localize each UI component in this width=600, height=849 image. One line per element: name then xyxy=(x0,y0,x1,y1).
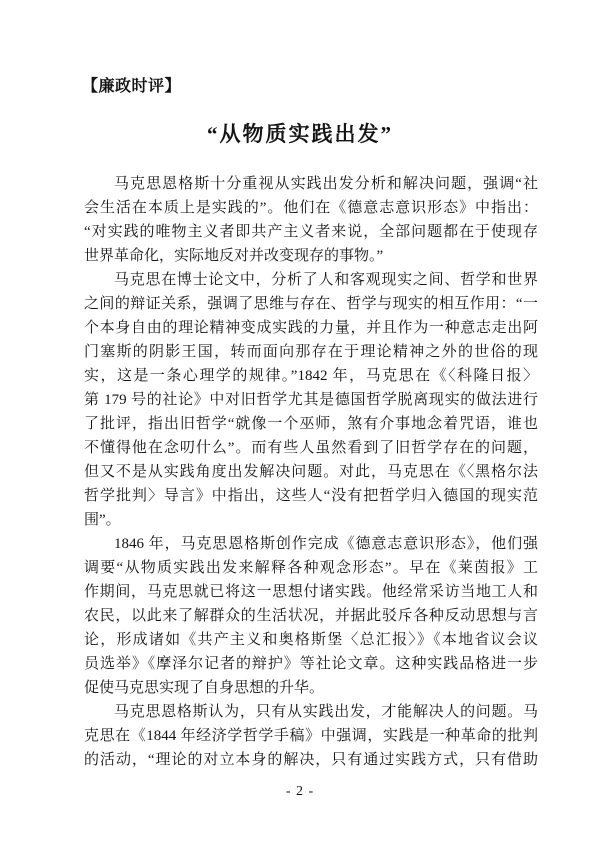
paragraph xyxy=(84,172,538,268)
text-line: 世界革命化，实际地反对并改变现存的事物。” xyxy=(84,248,384,264)
text-line: 马克思恩格斯十分重视从实践出发分析和解决问题，强调“社 xyxy=(114,176,538,192)
paragraph xyxy=(84,700,538,772)
text-line: 围”。 xyxy=(84,512,121,528)
text-line: 马克思在博士论文中，分析了人和客观现实之间、哲学和世界 xyxy=(114,272,538,288)
text-line: 第 179 号的社论》中对旧哲学尤其是德国哲学脱离现实的做法进行 xyxy=(84,392,538,408)
text-line: 哲学批判〉导言》中指出，这些人“没有把哲学归入德国的现实范 xyxy=(84,488,538,504)
text-line: 克思在《1844 年经济学哲学手稿》中强调，实践是一种革命的批判 xyxy=(84,728,538,744)
text-line: 员选举》《摩泽尔记者的辩护》等社论文章。这种实践品格进一步 xyxy=(84,656,538,672)
body-text xyxy=(84,172,538,772)
text-line: 的活动，“理论的对立本身的解决，只有通过实践方式，只有借助 xyxy=(84,752,538,768)
page-title: “从物质实践出发” xyxy=(207,122,393,146)
text-line: 了批评，指出旧哲学“就像一个巫师，煞有介事地念着咒语，谁也 xyxy=(84,416,538,432)
text-line: 会生活在本质上是实践的”。他们在《德意志意识形态》中指出： xyxy=(84,200,538,216)
paragraph xyxy=(84,532,538,700)
text-line: 促使马克思实现了自身思想的升华。 xyxy=(84,680,325,696)
paragraph xyxy=(84,268,538,532)
text-line: 之间的辩证关系，强调了思维与存在、哲学与现实的相互作用：“一 xyxy=(84,296,538,312)
text-line: 个本身自由的理论精神变成实践的力量，并且作为一种意志走出阿 xyxy=(84,320,538,336)
text-line: 但又不是从实践角度出发解决问题。对此，马克思在《〈黑格尔法 xyxy=(84,464,538,480)
page-number: - 2 - xyxy=(285,784,315,799)
text-line: 门塞斯的阴影王国，转而面向那存在于理论精神之外的世俗的现 xyxy=(84,344,538,360)
text-line: 作期间，马克思就已将这一思想付诸实践。他经常采访当地工人和 xyxy=(84,584,538,600)
text-line: 马克思恩格斯认为，只有从实践出发，才能解决人的问题。马 xyxy=(114,704,538,720)
text-line: 论，形成诸如《共产主义和奥格斯堡〈总汇报〉》《本地省议会议 xyxy=(84,632,538,648)
text-line: 1846 年，马克思恩格斯创作完成《德意志意识形态》，他们强 xyxy=(114,536,538,552)
text-line: 实，这是一条心理学的规律。”1842 年，马克思在《〈科隆日报〉 xyxy=(84,368,538,384)
text-line: 调要“从物质实践出发来解释各种观念形态”。早在《莱茵报》工 xyxy=(84,560,538,576)
section-label: 【廉政时评】 xyxy=(82,78,182,95)
text-line: “对实践的唯物主义者即共产主义者来说，全部问题都在于使现存 xyxy=(84,224,538,240)
text-line: 不懂得他在念叨什么”。而有些人虽然看到了旧哲学存在的问题， xyxy=(84,440,538,456)
text-line: 农民，以此来了解群众的生活状况，并据此驳斥各种反动思想与言 xyxy=(84,608,538,624)
